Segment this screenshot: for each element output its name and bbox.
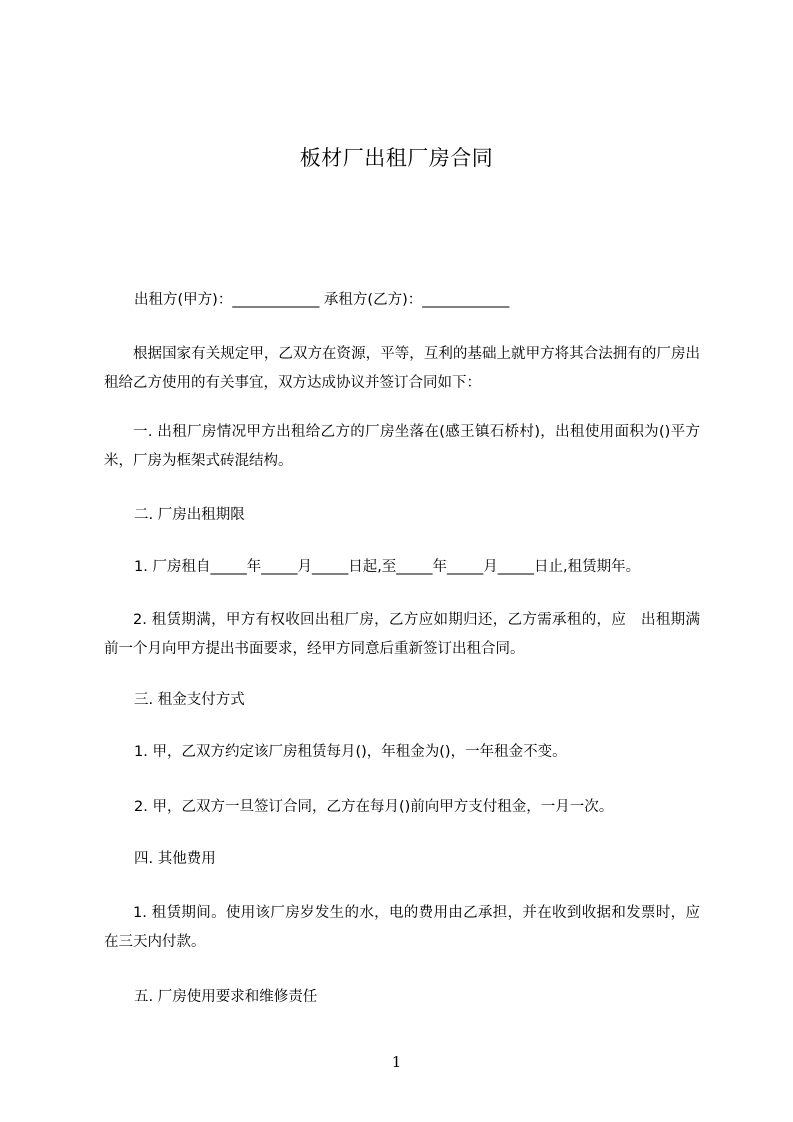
section-2-item-2: 2. 租赁期满，甲方有权收回出租厂房，乙方应如期归还，乙方需承租的，应 出租期满前一个月向甲方提出书面要求，经甲方同意后重新签订出租合同。 [104,612,700,657]
section-5-heading: 五. 厂房使用要求和维修责任 [134,989,318,1005]
section-2-heading: 二. 厂房出租期限 [134,507,245,523]
page-number: 1 [391,1053,402,1071]
section-4-heading: 四. 其他费用 [134,851,216,867]
intro-paragraph: 根据国家有关规定甲，乙双方在资源，平等，互利的基础上就甲方将其合法拥有的厂房出租给乙方使用的有关事宜，双方达成协议并签订合同如下： [104,346,700,391]
section-3-heading: 三. 租金支付方式 [134,692,245,708]
section-3-item-1: 1. 甲，乙双方约定该厂房租赁每月()，年租金为()，一年租金不变。 [134,744,567,760]
section-3-item-2: 2. 甲，乙双方一旦签订合同，乙方在每月()前向甲方支付租金，一月一次。 [134,799,614,815]
document-title: 板材厂出租厂房合同 [299,146,494,170]
section-1-paragraph: 一. 出租厂房情况甲方出租给乙方的厂房坐落在(感王镇石桥村)，出租使用面积为()平方米，厂房为框架式砖混结构。 [104,424,700,469]
parties-line: 出租方(甲方)：____________ 承租方(乙方)：____________ [134,292,510,308]
section-4-item-1: 1. 租赁期间。使用该厂房岁发生的水，电的费用由乙承担，并在收到收据和发票时，应在三天内付款。 [104,905,700,950]
section-2-item-1: 1. 厂房租自_____年_____月_____日起,至_____年_____月_____日止,租赁期年。 [134,559,641,575]
